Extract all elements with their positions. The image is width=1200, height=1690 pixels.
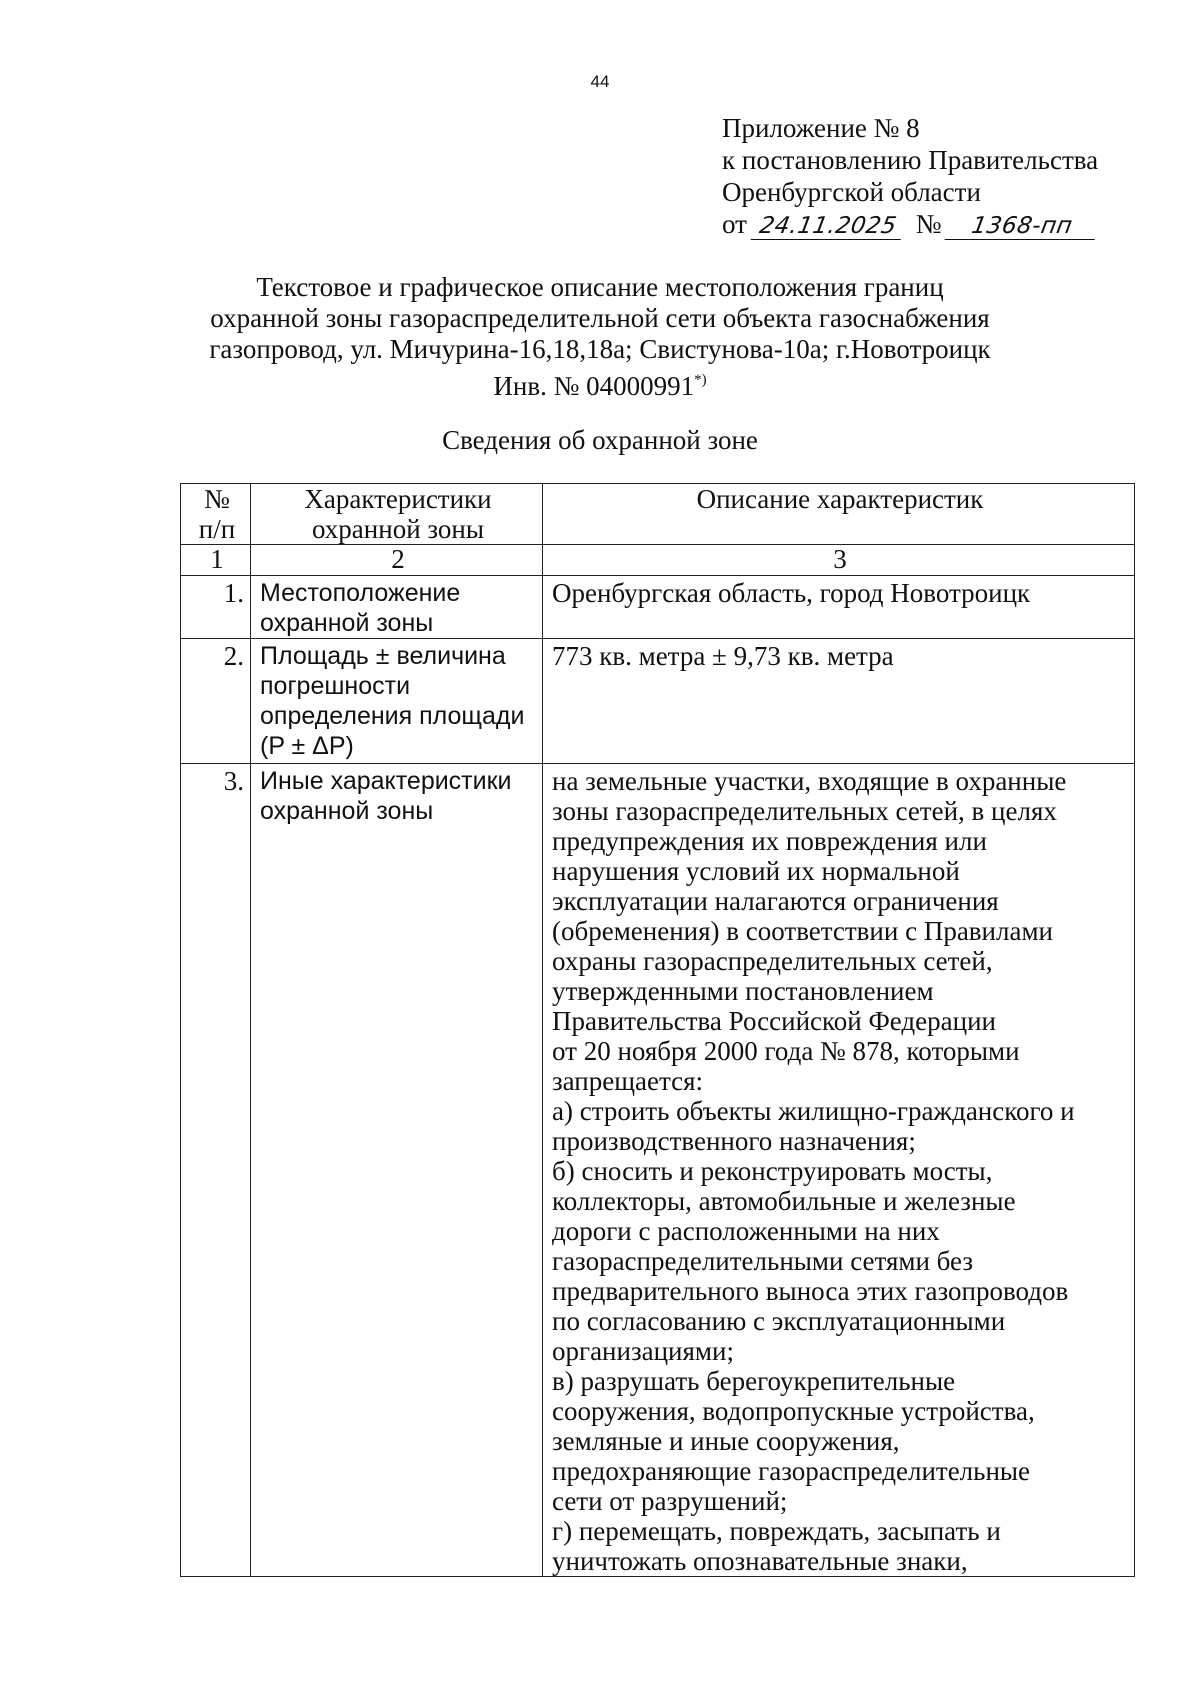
row-name <box>251 576 543 639</box>
row-name-line: погрешности <box>260 672 411 700</box>
from-label: от <box>722 209 747 239</box>
row-name <box>251 639 543 764</box>
index-cell-1: 1 <box>181 545 251 576</box>
appendix-line-1: Приложение № 8 <box>722 113 920 143</box>
header-number-line-2: п/п <box>198 514 236 544</box>
appendix-date-line <box>722 208 1182 240</box>
title-line-3: газопровод, ул. Мичурина-16,18,18а; Свистунова-10а; г.Новотроицк <box>209 334 991 364</box>
row-description-line: от 20 ноября 2000 года № 878, которыми <box>552 1036 1020 1066</box>
row-description-line: охраны газораспределительных сетей, <box>552 946 993 976</box>
row-description-line: на земельные участки, входящие в охранные <box>552 766 1067 796</box>
row-description-line: б) сносить и реконструировать мосты, <box>552 1156 993 1186</box>
row-description-line: нарушения условий их нормальной <box>552 856 960 886</box>
header-number-line-1: № <box>204 484 230 514</box>
row-description <box>543 639 1135 764</box>
appendix-block <box>722 112 1182 240</box>
row-description-line: а) строить объекты жилищно-гражданского и <box>552 1096 1075 1126</box>
row-description-line: предупреждения их повреждения или <box>552 826 987 856</box>
row-description-line: Правительства Российской Федерации <box>552 1006 996 1036</box>
row-name-line: Местоположение <box>260 579 461 607</box>
handwritten-date: 24.11.2025 <box>751 213 906 240</box>
row-description-line: предварительного выноса этих газопроводов <box>552 1276 1069 1306</box>
table-row <box>181 576 1135 639</box>
row-name-line: охранной зоны <box>260 609 434 637</box>
row-description-line: уничтожать опознавательные знаки, <box>552 1546 968 1576</box>
footnote-mark: *) <box>694 372 707 388</box>
table-row <box>181 639 1135 764</box>
header-number-cell <box>181 484 251 545</box>
row-description-line: г) перемещать, повреждать, засыпать и <box>552 1516 1001 1546</box>
row-name-line: охранной зоны <box>260 797 434 825</box>
row-description-line: сети от разрушений; <box>552 1486 788 1516</box>
row-description-line: предохраняющие газораспределительные <box>552 1456 1031 1486</box>
header-characteristics-line-2: охранной зоны <box>311 514 484 544</box>
row-description-line: сооружения, водопропускные устройства, <box>552 1396 1035 1426</box>
table-header-row <box>181 484 1135 545</box>
row-description-line: газораспределительными сетями без <box>552 1246 974 1276</box>
index-cell-2: 2 <box>251 545 543 576</box>
row-description-line: 773 кв. метра ± 9,73 кв. метра <box>552 641 894 671</box>
row-name-line: (P ± ΔP) <box>260 732 354 760</box>
row-description-line: по согласованию с эксплуатационными <box>552 1306 1006 1336</box>
protection-zone-table <box>180 483 1135 1577</box>
row-description <box>543 576 1135 639</box>
appendix-line-2: к постановлению Правительства <box>722 145 1099 175</box>
document-title <box>100 272 1100 402</box>
row-description-line: зоны газораспределительных сетей, в целях <box>552 796 1057 826</box>
table-index-row <box>181 545 1135 576</box>
inventory-number: Инв. № 04000991 <box>493 371 695 401</box>
title-line-1: Текстовое и графическое описание местоположения границ <box>256 272 944 302</box>
row-name-line: Площадь ± величина <box>260 642 506 670</box>
row-description-line: дороги с расположенными на них <box>552 1216 940 1246</box>
row-description-line: в) разрушать берегоукрепительные <box>552 1366 956 1396</box>
row-name-line: определения площади <box>260 702 525 730</box>
row-name <box>251 764 543 1577</box>
row-description-line: запрещается: <box>552 1066 704 1096</box>
page-number: 44 <box>590 72 610 91</box>
row-description-line: производственного назначения; <box>552 1126 916 1156</box>
row-name-line: Иные характеристики <box>260 767 512 795</box>
row-description <box>543 764 1135 1577</box>
header-characteristics-cell <box>251 484 543 545</box>
row-description-line: коллекторы, автомобильные и железные <box>552 1186 1016 1216</box>
appendix-line-3: Оренбургской области <box>722 177 981 207</box>
row-description-line: утвержденными постановлением <box>552 976 934 1006</box>
row-description-line: организациями; <box>552 1336 734 1366</box>
header-characteristics-line-1: Характеристики <box>304 484 492 514</box>
row-description-line: земляные и иные сооружения, <box>552 1426 900 1456</box>
index-cell-3: 3 <box>543 545 1135 576</box>
row-description-line: (обременения) в соответствии с Правилами <box>552 916 1053 946</box>
row-description-line: эксплуатации налагаются ограничения <box>552 886 999 916</box>
title-line-4 <box>100 365 1100 402</box>
header-description-cell: Описание характеристик <box>543 484 1135 545</box>
section-title: Сведения об охранной зоне <box>442 425 758 455</box>
title-line-2: охранной зоны газораспределительной сети объекта газоснабжения <box>210 303 990 333</box>
row-number: 2. <box>181 639 251 764</box>
row-number: 1. <box>181 576 251 639</box>
number-label: № <box>915 209 942 239</box>
handwritten-number: 1368-пп <box>945 213 1100 240</box>
table-row <box>181 764 1135 1577</box>
row-number: 3. <box>181 764 251 1577</box>
row-description-line: Оренбургская область, город Новотроицк <box>552 578 1031 608</box>
